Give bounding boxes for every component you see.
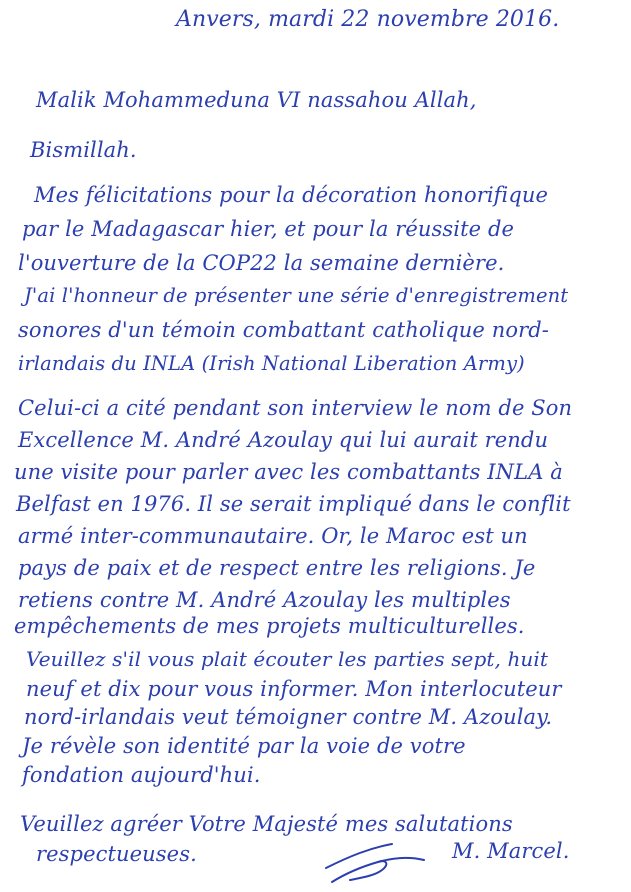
paragraph-3-line-8: empêchements de mes projets multiculturelles. [14,614,525,638]
salutation: Malik Mohammeduna VI nassahou Allah, [36,88,477,112]
paragraph-4-line-1: Veuillez s'il vous plait écouter les parties sept, huit [26,647,549,671]
closing-line-1: Veuillez agréer Votre Majesté mes salutations [20,812,513,836]
paragraph-4-line-4: Je révèle son identité par la voie de votre [22,734,466,758]
signature-name: M. Marcel. [452,839,570,863]
handwritten-signature [320,826,460,886]
paragraph-3-line-3: une visite pour parler avec les combattants INLA à [14,460,563,484]
paragraph-2-line-2: sonores d'un témoin combattant catholique nord- [18,318,549,342]
date-line: Anvers, mardi 22 novembre 2016. [176,7,560,32]
paragraph-1-line-3: l'ouverture de la COP22 la semaine dernière. [18,251,505,275]
paragraph-2-line-1: J'ai l'honneur de présenter une série d'enregistrement [24,284,569,307]
paragraph-4-line-5: fondation aujourd'hui. [22,763,261,787]
paragraph-3-line-7: retiens contre M. André Azoulay les multiples [18,588,511,612]
paragraph-4-line-2: neuf et dix pour vous informer. Mon interlocuteur [26,677,562,701]
closing-line-2: respectueuses. [36,842,197,866]
opening-line: Bismillah. [30,138,137,162]
paragraph-1-line-2: par le Madagascar hier, et pour la réussite de [22,217,515,241]
paragraph-1-line-1: Mes félicitations pour la décoration honorifique [34,183,549,207]
paragraph-4-line-3: nord-irlandais veut témoigner contre M. Azoulay. [24,705,553,729]
paragraph-3-line-2: Excellence M. André Azoulay qui lui aurait rendu [18,428,549,452]
paragraph-3-line-4: Belfast en 1976. Il se serait impliqué dans le conflit [16,492,571,516]
paragraph-3-line-5: armé inter-communautaire. Or, le Maroc est un [18,524,528,548]
paragraph-3-line-6: pays de paix et de respect entre les religions. Je [18,556,536,580]
paragraph-3-line-1: Celui-ci a cité pendant son interview le nom de Son [18,396,573,420]
paragraph-2-line-3: irlandais du INLA (Irish National Liberation Army) [18,352,525,375]
